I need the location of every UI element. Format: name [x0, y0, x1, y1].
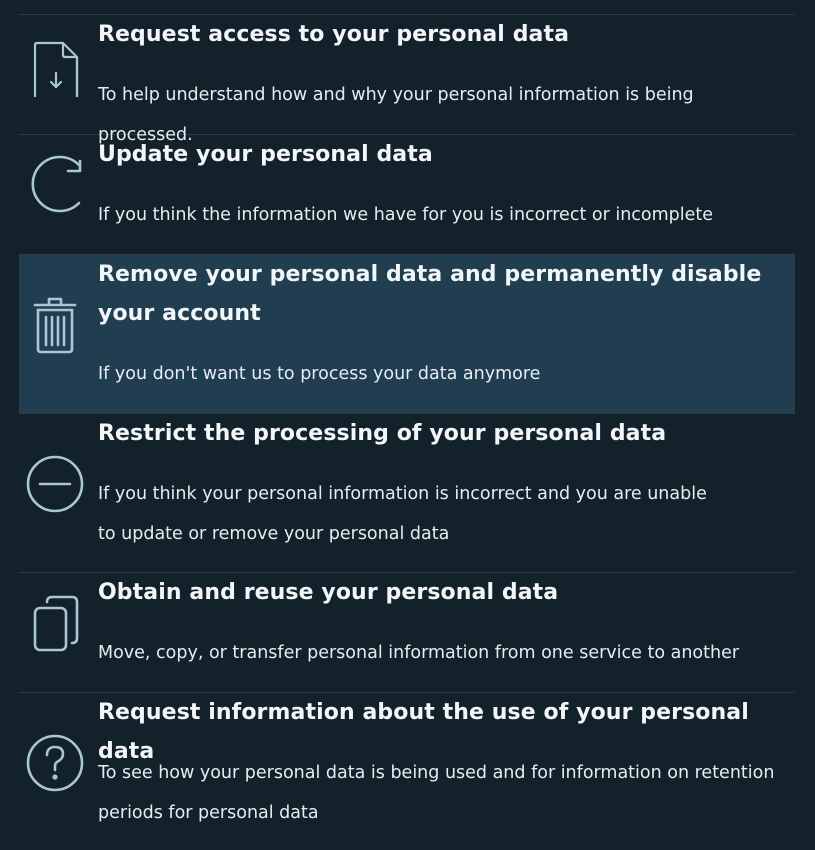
item-title: Restrict the processing of your personal data	[98, 421, 667, 446]
list-item-update-data[interactable]	[19, 135, 795, 255]
item-description: To see how your personal data is being used and for information on retention periods for personal data	[98, 763, 775, 823]
download-document-icon	[23, 33, 87, 97]
item-title: Obtain and reuse your personal data	[98, 580, 559, 605]
item-title: Request information about the use of your personal data	[98, 700, 749, 764]
item-description: If you think the information we have for you is incorrect or incomplete	[98, 205, 714, 225]
refresh-icon	[23, 153, 87, 217]
list-item-request-information[interactable]	[19, 693, 795, 850]
item-description: To help understand how and why your personal information is being processed.	[98, 85, 694, 145]
question-circle-icon	[23, 731, 87, 795]
item-title: Remove your personal data and permanently disable your account	[98, 262, 762, 326]
item-description: If you think your personal information is incorrect and you are unable to update or remove your personal data	[98, 484, 707, 544]
list-item-remove-data[interactable]	[19, 255, 795, 414]
item-description: Move, copy, or transfer personal information from one service to another	[98, 643, 740, 663]
copy-icon	[23, 592, 87, 656]
list-item-obtain-reuse[interactable]	[19, 573, 795, 693]
item-description: If you don't want us to process your data anymore	[98, 364, 541, 384]
list-item-request-access[interactable]	[19, 15, 795, 145]
minus-circle-icon	[23, 452, 87, 516]
item-title: Update your personal data	[98, 142, 433, 167]
trash-icon	[23, 293, 87, 357]
item-title: Request access to your personal data	[98, 22, 570, 47]
list-item-restrict-processing[interactable]	[19, 414, 795, 573]
